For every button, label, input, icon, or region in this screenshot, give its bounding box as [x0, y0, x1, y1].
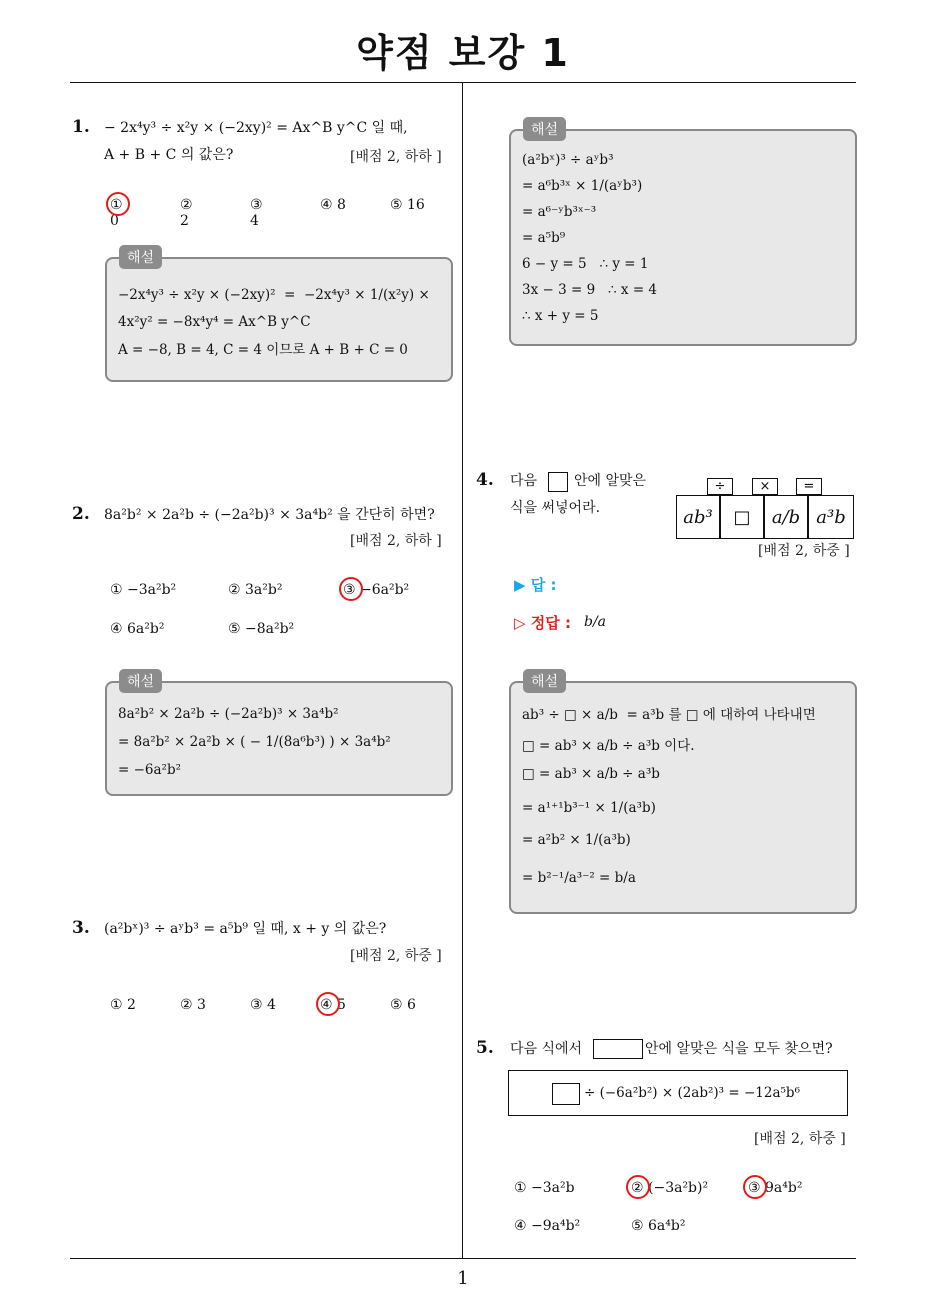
solution-line: (a²bˣ)³ ÷ aʸb³	[522, 152, 614, 168]
cell-a-over-b: a/b	[764, 495, 808, 539]
choice-2[interactable]: ② (−3a²b)²	[631, 1180, 709, 1196]
question-5-line1a: 다음 식에서	[510, 1041, 583, 1057]
solution-line: = a¹⁺¹b³⁻¹ × 1/(a³b)	[522, 800, 656, 816]
choice-5[interactable]: ⑤ 6	[390, 997, 416, 1013]
choice-4[interactable]: ④ 5	[320, 997, 346, 1013]
choice-5[interactable]: ⑤ 6a⁴b²	[631, 1218, 686, 1234]
question-4-line1b: 안에 알맞은	[574, 473, 647, 489]
solution-line: 6 − y = 5 ∴ y = 1	[522, 256, 649, 272]
cell-a3b: a³b	[808, 495, 854, 539]
solution-line: = a⁶b³ˣ × 1/(aʸb³)	[522, 178, 643, 194]
answer-mark-circle	[743, 1175, 767, 1199]
top-rule	[70, 82, 856, 83]
question-4-line1a: 다음	[510, 473, 538, 489]
blank-box-icon	[548, 472, 568, 492]
question-4-score: [배점 2, 하중 ]	[758, 543, 850, 559]
choice-2[interactable]: ② 3	[180, 997, 206, 1013]
blank-box-wide-icon	[593, 1039, 643, 1059]
question-3-number: 3.	[72, 918, 90, 938]
equation-blank-icon[interactable]	[552, 1083, 580, 1105]
solution-tag: 해설	[523, 669, 566, 693]
solution-tag: 해설	[119, 669, 162, 693]
choice-2[interactable]: ② 2	[180, 197, 193, 229]
question-4-line2: 식을 써넣어라.	[510, 500, 601, 516]
choice-3[interactable]: ③ 9a⁴b²	[748, 1180, 803, 1196]
solution-line: □ = ab³ × a/b ÷ a³b	[522, 766, 660, 782]
correct-answer-label: ▷ 정답 :	[514, 614, 571, 632]
solution-line: = a⁵b⁹	[522, 230, 566, 246]
choice-1[interactable]: ① 0	[110, 197, 123, 229]
correct-answer-value: b/a	[584, 614, 607, 630]
question-1-score: [배점 2, 하하 ]	[350, 149, 442, 165]
operator-multiply: ×	[752, 478, 778, 495]
choice-4[interactable]: ④ 6a²b²	[110, 621, 165, 637]
question-1-line1: − 2x⁴y³ ÷ x²y × (−2xy)² = Ax^B y^C 일 때,	[104, 120, 408, 136]
solution-line: = a⁶⁻ʸb³ˣ⁻³	[522, 204, 597, 220]
solution-line: = a²b² × 1/(a³b)	[522, 832, 631, 848]
solution-line: = 8a²b² × 2a²b × ( − 1/(8a⁶b³) ) × 3a⁴b²	[118, 734, 391, 750]
cell-blank[interactable]: □	[720, 495, 764, 539]
answer-mark-circle	[316, 992, 340, 1016]
solution-tag: 해설	[523, 117, 566, 141]
choice-3[interactable]: ③ −6a²b²	[343, 582, 410, 598]
choice-5[interactable]: ⑤ −8a²b²	[228, 621, 295, 637]
choice-2[interactable]: ② 3a²b²	[228, 582, 283, 598]
choice-3[interactable]: ③ 4	[250, 197, 263, 229]
choice-1[interactable]: ① −3a²b	[514, 1180, 575, 1196]
solution-tag: 해설	[119, 245, 162, 269]
choice-1[interactable]: ① −3a²b²	[110, 582, 177, 598]
question-2-number: 2.	[72, 504, 90, 524]
solution-line: ∴ x + y = 5	[522, 308, 599, 324]
choice-5[interactable]: ⑤ 16	[390, 197, 425, 213]
solution-line: 3x − 3 = 9 ∴ x = 4	[522, 282, 658, 298]
question-5-equation: ÷ (−6a²b²) × (2ab²)³ = −12a⁵b⁶	[584, 1085, 800, 1101]
bottom-rule	[70, 1258, 856, 1259]
operator-divide: ÷	[707, 478, 733, 495]
question-5-score: [배점 2, 하중 ]	[754, 1131, 846, 1147]
solution-line: 8a²b² × 2a²b ÷ (−2a²b)³ × 3a⁴b²	[118, 706, 339, 722]
question-2-line1: 8a²b² × 2a²b ÷ (−2a²b)³ × 3a⁴b² 을 간단히 하면?	[104, 507, 435, 523]
solution-line: −2x⁴y³ ÷ x²y × (−2xy)² = −2x⁴y³ × 1/(x²y) ×	[118, 287, 430, 303]
solution-line: 4x²y² = −8x⁴y⁴ = Ax^B y^C	[118, 314, 311, 330]
answer-mark-circle	[339, 577, 363, 601]
question-5-number: 5.	[476, 1038, 494, 1058]
question-1-number: 1.	[72, 117, 90, 137]
operator-equals: =	[796, 478, 822, 495]
column-divider	[462, 83, 463, 1259]
solution-line: = b²⁻¹/a³⁻² = b/a	[522, 870, 636, 886]
question-2-score: [배점 2, 하하 ]	[350, 533, 442, 549]
answer-label: ▶ 답 :	[514, 576, 557, 594]
page-number: 1	[457, 1268, 469, 1289]
solution-line: □ = ab³ × a/b ÷ a³b 이다.	[522, 738, 695, 754]
answer-mark-circle	[626, 1175, 650, 1199]
question-1-line2: A + B + C 의 값은?	[104, 147, 234, 163]
answer-mark-circle	[106, 192, 130, 216]
page-title: 약점 보강 1	[356, 31, 570, 75]
solution-line: A = −8, B = 4, C = 4 이므로 A + B + C = 0	[118, 342, 408, 358]
question-4-number: 4.	[476, 470, 494, 490]
solution-line: = −6a²b²	[118, 762, 182, 778]
choice-3[interactable]: ③ 4	[250, 997, 276, 1013]
choice-4[interactable]: ④ −9a⁴b²	[514, 1218, 581, 1234]
question-5-line1b: 안에 알맞은 식을 모두 찾으면?	[645, 1041, 833, 1057]
solution-line: ab³ ÷ □ × a/b = a³b 를 □ 에 대하여 나타내면	[522, 707, 816, 723]
question-3-score: [배점 2, 하중 ]	[350, 948, 442, 964]
choice-1[interactable]: ① 2	[110, 997, 136, 1013]
cell-ab3: ab³	[676, 495, 720, 539]
question-3-line1: (a²bˣ)³ ÷ aʸb³ = a⁵b⁹ 일 때, x + y 의 값은?	[104, 921, 387, 937]
choice-4[interactable]: ④ 8	[320, 197, 346, 213]
